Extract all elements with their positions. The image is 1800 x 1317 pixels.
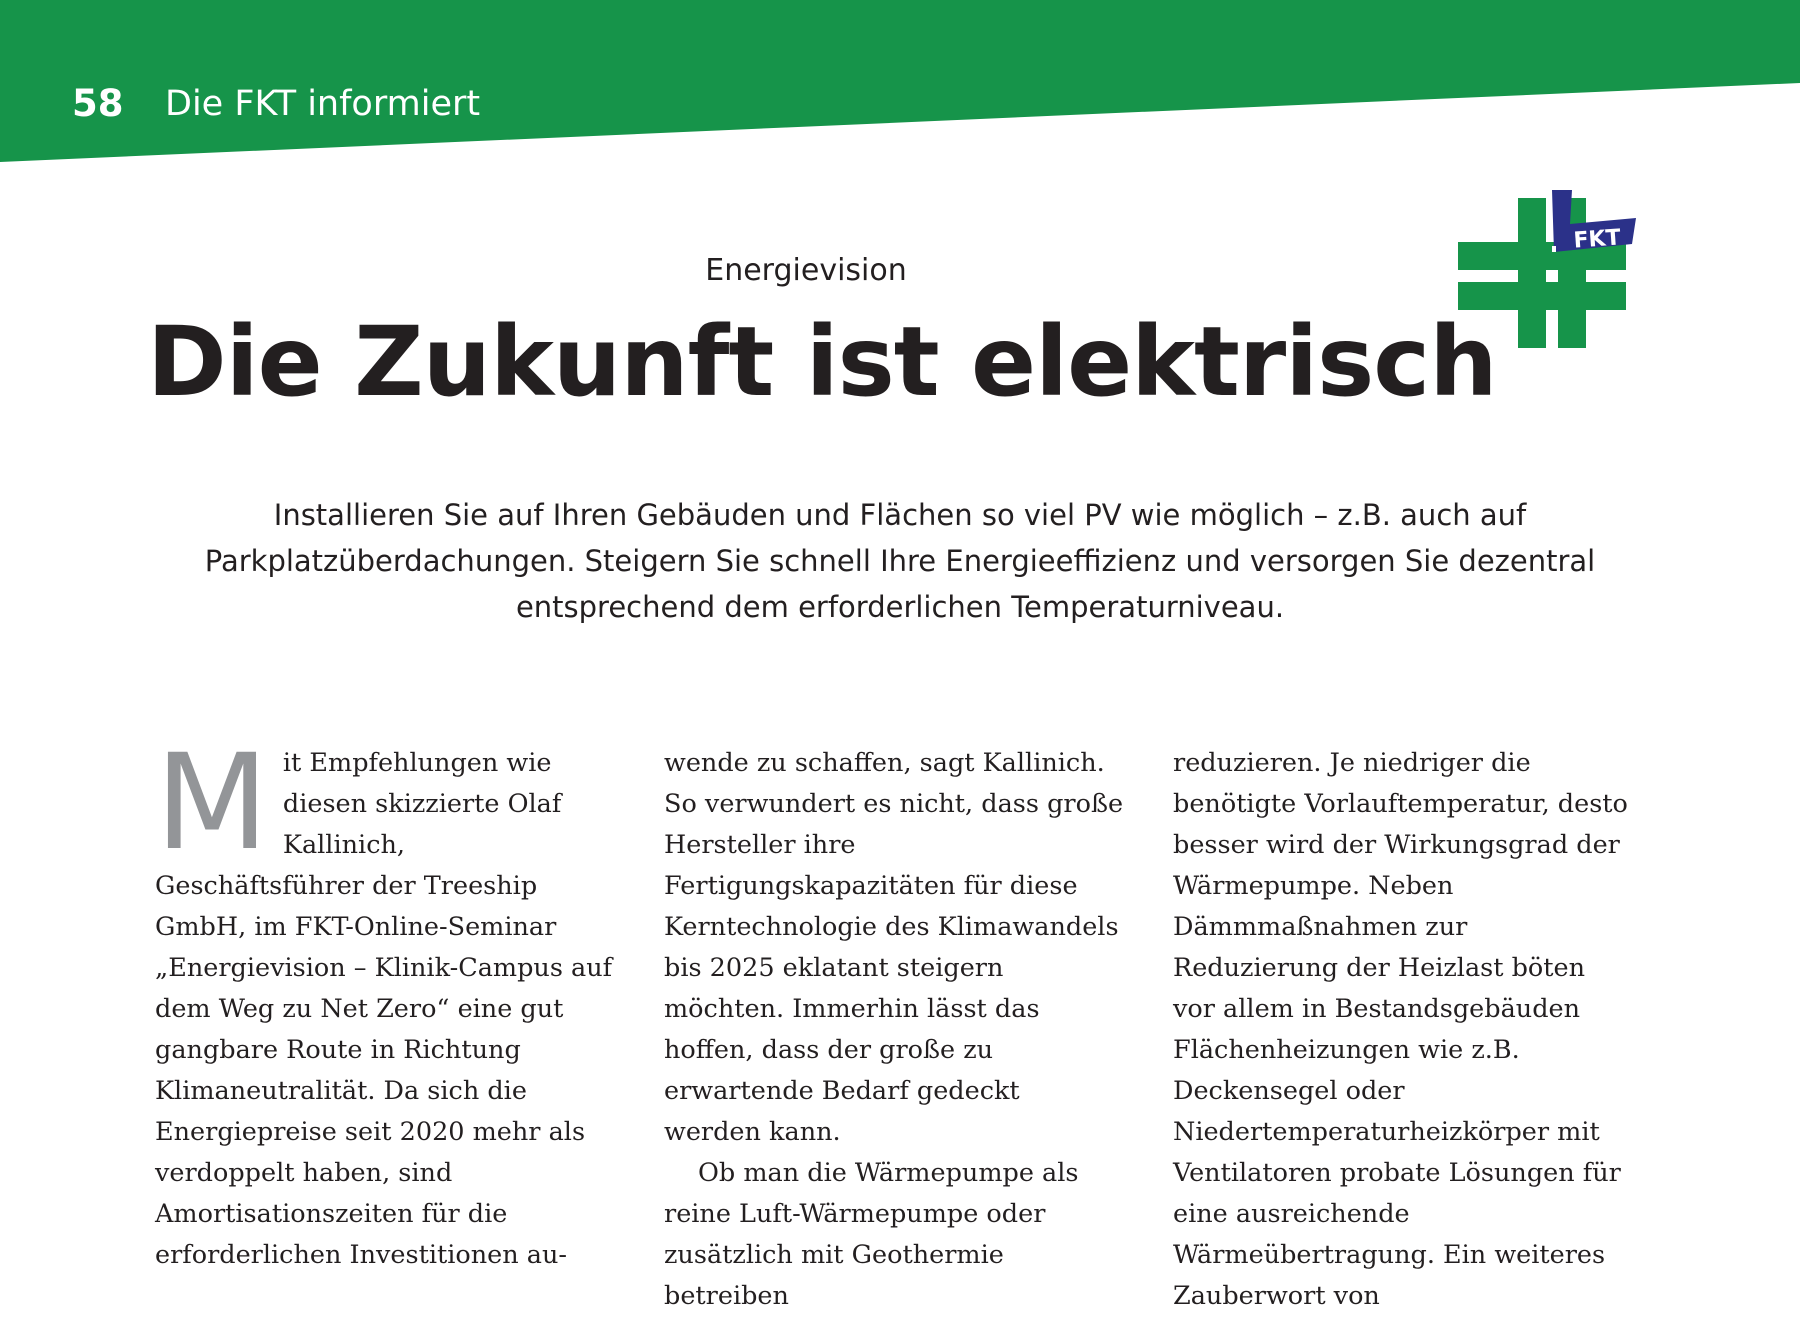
article-column-2 bbox=[664, 743, 1124, 1311]
article-column-1 bbox=[155, 726, 615, 1270]
column-1-text: it Empfehlungen wie diesen skizzierte Olaf Kallinich, Geschäftsführer der Treeship GmbH, im FKT-Online-Seminar „Energievision – Klinik-Campus auf dem Weg zu Net Zero“ eine gut gangbare Route in Richtung Klimaneutralität. Da sich die Energiepreise seit 2020 mehr als verdoppelt haben, sind Amortisationszeiten für die erforderlichen Investitionen au- bbox=[155, 748, 613, 1270]
article-lead: Installieren Sie auf Ihren Gebäuden und Flächen so viel PV wie möglich – z.B. auch auf Parkplatzüberdachungen. Steigern Sie schnell Ihre Energieeffizienz und versorgen Sie dezentral entsprechend dem erforderlichen Temperaturniveau. bbox=[204, 498, 1596, 624]
column-2-paragraph-1: wende zu schaffen, sagt Kallinich. So verwundert es nicht, dass große Hersteller ihre Fertigungskapazitäten für diese Kerntechnologie des Klimawandels bis 2025 eklatant steigern möchten. Immerhin lässt das hoffen, dass der große zu erwartende Bedarf gedeckt werden kann. bbox=[664, 748, 1124, 1147]
drop-cap: M bbox=[155, 726, 269, 880]
article-kicker: Energievision bbox=[705, 253, 907, 288]
section-title: Die FKT informiert bbox=[165, 84, 481, 124]
logo-text: FKT bbox=[1572, 225, 1622, 254]
column-3-text: reduzieren. Je niedriger die benötigte Vorlauftemperatur, desto besser wird der Wirkungsgrad der Wärmepumpe. Neben Dämmmaßnahmen zur Reduzierung der Heizlast böten vor allem in Bestandsgebäuden Flächenheizungen wie z.B. Deckensegel oder Niedertemperaturheizkörper mit Ventilatoren probate Lösungen für eine ausreichende Wärmeübertragung. Ein weiteres Zauberwort von bbox=[1173, 748, 1628, 1311]
column-2-paragraph-2: Ob man die Wärmepumpe als reine Luft-Wärmepumpe oder zusätzlich mit Geothermie betreiben bbox=[664, 1158, 1079, 1311]
article-column-3 bbox=[1173, 743, 1633, 1311]
article-headline: Die Zukunft ist elektrisch bbox=[147, 306, 1497, 418]
page-number: 58 bbox=[72, 82, 124, 125]
